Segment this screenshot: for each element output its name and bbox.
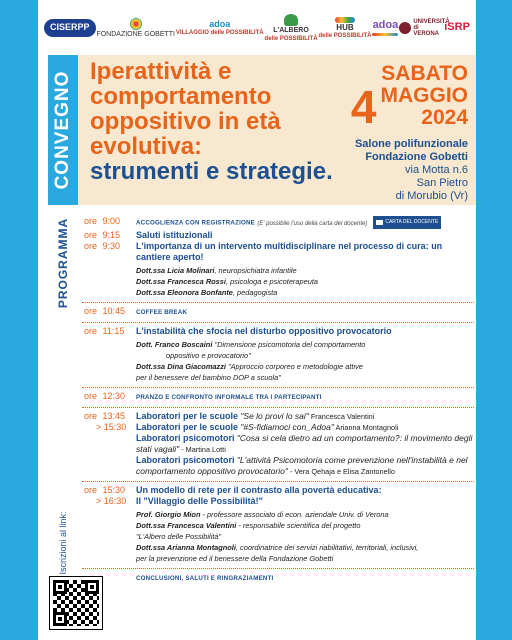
isrp-logo: iSRP [444, 21, 470, 34]
qr-code[interactable] [50, 577, 102, 629]
iscrizioni-label: Iscrizioni al link: [58, 511, 68, 575]
program-item: ore 9:30 L'importanza di un intervento multidisciplinare nel processo di cura: un cantiere aperto! Dott.ssa Licia Molinari, neuropsichiatra infantile Dott.ssa Francesca Rossi, psicologa e psicoterapeuta Dott.ssa Eleonora Bonfante, pedagogista [84, 240, 443, 297]
event-venue: Salone polifunzionale Fondazione Gobetti via Motta n.6 San Pietro di Morubio (Vr) [354, 138, 468, 202]
ciserpp-logo: CISERPP [44, 19, 96, 36]
divider [82, 387, 474, 388]
univr-logo: UNIVERSITÀ di VERONA [399, 19, 443, 38]
villaggio-logo: adoa VILLAGGIO delle POSSIBILITÀ [175, 18, 264, 37]
program-item: ore 9:00 ACCOGLIENZA CON REGISTRAZIONE (E' possibile l'uso della carta del docente) CARTA DEL DOCENTE [82, 216, 474, 230]
header-panel [48, 55, 476, 205]
albero-logo: L'ALBERO delle POSSIBILITÀ [265, 14, 318, 42]
program-item: ore 10:45 COFFEE BREAK [84, 305, 188, 316]
hub-logo: HUB delle POSSIBILITÀ [318, 17, 371, 40]
program-item: ore 13:45 > 15:30 Laboratori per le scuole "Se lo provi lo sai" Francesca Valentini Laboratori per le scuole "#S-fidiamoci con_Adoa" Arianna Montagnoli Laboratori psicomotori "Cosa si cela dietro ad un comportamento?: il movimento degli stati vagali" - Martina Lotti Laboratori psicomotori "L'attività Psicomotoria come prevenzione nell'instabilità e nel comportamento oppositivo provocatorio" - Vera Qehaja e Elisa Zantonello [84, 410, 473, 476]
program-item: ore 11:15 L'instabilità che sfocia nel disturbo oppositivo provocatorio Dott. Franco Boscaini "Dimensione psicomotoria del comportamento oppositivo e provocatorio" Dott.ssa Dina Giacomazzi "Approccio corporeo e metodologie attive per il benessere del bambino DOP a scuola" [84, 325, 392, 382]
carta-docente-badge: CARTA DEL DOCENTE [373, 216, 441, 229]
partner-logos [38, 8, 476, 48]
program-sidebar [48, 205, 78, 640]
poster [38, 0, 476, 640]
event-title: Iperattività e comportamento oppositivo in età evolutiva: strumenti e strategie. [90, 58, 333, 185]
tree-icon [284, 14, 298, 26]
program-item: ore 12:30 PRANZO E CONFRONTO INFORMALE TRA I PARTECIPANTI [84, 390, 322, 401]
programma-label: PROGRAMMA [56, 217, 70, 309]
program-list [82, 216, 474, 584]
event-date: SABATO 4 MAGGIO 2024 [350, 62, 468, 133]
divider [82, 407, 474, 408]
divider [82, 302, 474, 303]
program-item: ore 9:15 Saluti istituzionali [84, 229, 213, 240]
divider [82, 322, 474, 323]
fondazione-gobetti-logo: FONDAZIONE GOBETTI [96, 18, 175, 38]
univr-seal-icon [399, 22, 411, 34]
convegno-band: CONVEGNO [48, 55, 78, 205]
divider [82, 481, 474, 482]
program-item: ore 15:30 > 16:30 Un modello di rete per il contrasto alla povertà educativa: Il "Villaggio delle Possibilità!" Prof. Giorgio Mion - professore associato di econ. aziendale Univ. di Verona Dott.ssa Francesca Valentini - responsabile scientifica del progetto "L'Albero delle Possibilità" Dott.ssa Arianna Montagnoli, coordinatrice dei servizi riabilitativi, territoriali, inclusivi, per la prevenzione ed il benessere della Fondazione Gobetti [84, 484, 419, 563]
program-item: CONCLUSIONI, SALUTI E RINGRAZIAMENTI [136, 574, 274, 582]
adoa-logo: adoa [372, 20, 398, 36]
divider [82, 568, 474, 569]
gobetti-mark-icon [130, 18, 142, 30]
